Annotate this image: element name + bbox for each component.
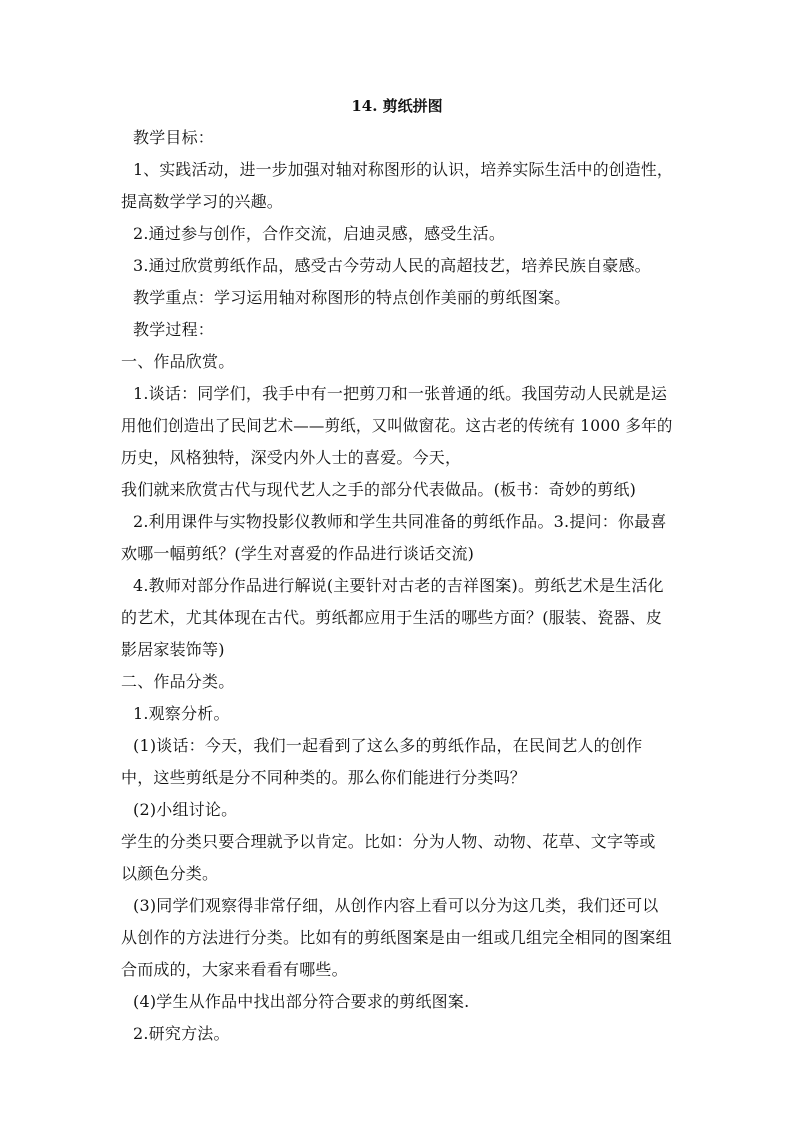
text-line: 二、作品分类。 <box>121 672 235 691</box>
text-line: 影居家装饰等) <box>121 640 225 659</box>
text-line: (4)学生从作品中找出部分符合要求的剪纸图案. <box>133 992 470 1011</box>
text-line: 教学重点：学习运用轴对称图形的特点创作美丽的剪纸图案。 <box>133 288 571 307</box>
text-line: 2.研究方法。 <box>133 1024 230 1043</box>
text-line: 4.教师对部分作品进行解说(主要针对古老的吉祥图案)。剪纸艺术是生活化 <box>133 576 664 595</box>
text-line: 欢哪一幅剪纸？(学生对喜爱的作品进行谈话交流) <box>121 544 475 563</box>
text-line: 2.通过参与创作，合作交流，启迪灵感，感受生活。 <box>133 224 506 243</box>
text-line: 的艺术，尤其体现在古代。剪纸都应用于生活的哪些方面？(服装、瓷器、皮 <box>121 608 663 627</box>
text-line: 用他们创造出了民间艺术——剪纸，又叫做窗花。这古老的传统有 1000 多年的 <box>121 416 673 435</box>
text-line: 教学目标： <box>133 128 215 147</box>
text-line: 合而成的，大家来看看有哪些。 <box>121 960 348 979</box>
text-line: 2.利用课件与实物投影仪教师和学生共同准备的剪纸作品。3.提问：你最喜 <box>133 512 667 531</box>
text-line: 提高数学学习的兴趣。 <box>121 192 284 211</box>
text-line: 教学过程： <box>133 320 215 339</box>
text-line: (2)小组讨论。 <box>133 800 238 819</box>
text-line: 从创作的方法进行分类。比如有的剪纸图案是由一组或几组完全相同的图案组 <box>121 928 672 947</box>
text-line: 1.谈话：同学们，我手中有一把剪刀和一张普通的纸。我国劳动人民就是运 <box>133 384 668 403</box>
text-line: 3.通过欣赏剪纸作品，感受古今劳动人民的高超技艺，培养民族自豪感。 <box>133 256 651 275</box>
text-line: 历史，风格独特，深受内外人士的喜爱。今天， <box>121 448 462 467</box>
text-line: (3)同学们观察得非常仔细，从创作内容上看可以分为这几类，我们还可以 <box>133 896 659 915</box>
document-title: 14. 剪纸拼图 <box>351 97 443 115</box>
text-line: (1)谈话：今天，我们一起看到了这么多的剪纸作品，在民间艺人的创作 <box>133 736 643 755</box>
text-line: 1、实践活动，进一步加强对轴对称图形的认识，培养实际生活中的创造性， <box>133 160 673 179</box>
text-line: 1.观察分析。 <box>133 704 230 723</box>
text-line: 一、作品欣赏。 <box>121 352 235 371</box>
text-line: 学生的分类只要合理就予以肯定。比如：分为人物、动物、花草、文字等或 <box>121 832 656 851</box>
text-line: 我们就来欣赏古代与现代艺人之手的部分代表做品。(板书：奇妙的剪纸) <box>121 480 637 499</box>
text-line: 中，这些剪纸是分不同种类的。那么你们能进行分类吗？ <box>121 768 527 787</box>
text-line: 以颜色分类。 <box>121 864 219 883</box>
